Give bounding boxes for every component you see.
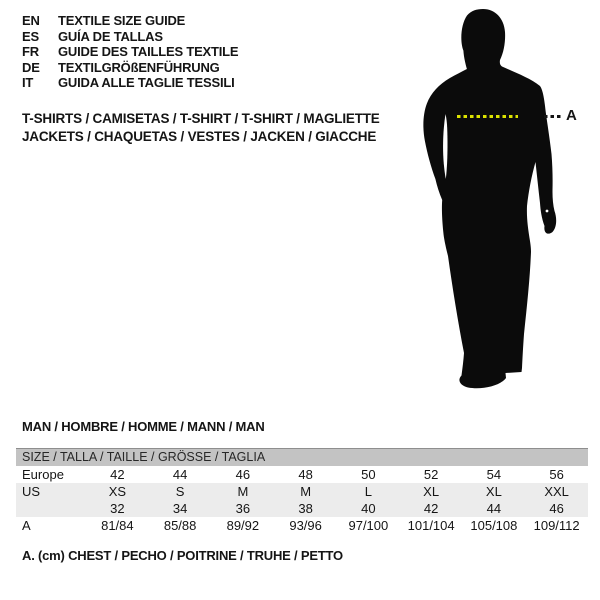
row-label: A xyxy=(22,517,31,533)
table-cell: 81/84 xyxy=(101,517,134,533)
table-cell: 32 xyxy=(110,500,125,516)
language-code: ES xyxy=(22,28,39,44)
language-label: TEXTILE SIZE GUIDE xyxy=(58,13,186,28)
table-cell: 93/96 xyxy=(289,517,322,533)
measure-label-a: A xyxy=(566,107,577,124)
table-cell: 54 xyxy=(486,466,502,482)
table-cell: 44 xyxy=(486,500,502,516)
row-label xyxy=(16,500,86,517)
table-cell: XL xyxy=(423,483,440,499)
table-cell: L xyxy=(364,483,372,499)
language-code: EN xyxy=(22,13,40,28)
chest-dashed-line xyxy=(457,115,518,118)
table-cell: 36 xyxy=(235,500,251,516)
category-jackets: JACKETS / CHAQUETAS / VESTES / JACKEN / GIACCHE xyxy=(22,129,377,144)
table-cell: 56 xyxy=(549,466,564,482)
table-cell: 44 xyxy=(172,466,188,482)
category-tshirts: T-SHIRTS / CAMISETAS / T-SHIRT / T-SHIRT / MAGLIETTE xyxy=(22,111,380,126)
table-cell: S xyxy=(175,483,185,499)
language-code: FR xyxy=(22,44,39,59)
table-row-us xyxy=(16,483,588,500)
table-cell: 40 xyxy=(361,500,376,516)
table-row-chest-a xyxy=(16,517,588,534)
language-label: TEXTILGRÖßENFÜHRUNG xyxy=(58,59,220,75)
table-cell: 97/100 xyxy=(348,517,389,533)
table-cell: 48 xyxy=(298,466,313,482)
table-cell: 105/108 xyxy=(470,517,518,533)
table-cell: XL xyxy=(485,483,502,499)
language-label: GUIDE DES TAILLES TEXTILE xyxy=(58,44,239,59)
language-label: GUÍA DE TALLAS xyxy=(58,28,163,44)
language-label: GUIDA ALLE TAGLIE TESSILI xyxy=(58,75,235,90)
table-cell: M xyxy=(237,483,249,499)
table-cell: M xyxy=(300,483,312,499)
table-cell: 46 xyxy=(549,500,564,516)
table-cell: 89/92 xyxy=(226,517,260,533)
table-row-europe xyxy=(16,466,588,483)
table-cell: 50 xyxy=(361,466,376,482)
row-label: Europe xyxy=(22,466,64,482)
table-cell: 42 xyxy=(423,500,439,516)
footnote-chest: A. (cm) CHEST / PECHO / POITRINE / TRUHE / PETTO xyxy=(22,548,343,563)
man-silhouette xyxy=(410,6,585,394)
table-cell: 38 xyxy=(298,500,313,516)
table-row-us-numeric xyxy=(16,500,588,517)
table-cell: 42 xyxy=(110,466,125,482)
callout-dashed-line xyxy=(544,115,562,118)
table-header-bar: SIZE / TALLA / TAILLE / GRÖSSE / TAGLIA xyxy=(16,448,588,466)
table-cell: 34 xyxy=(172,500,188,516)
row-label: US xyxy=(22,483,41,499)
table-cell: 46 xyxy=(235,466,251,482)
section-title-man: MAN / HOMBRE / HOMME / MANN / MAN xyxy=(22,419,265,434)
table-cell: 109/112 xyxy=(533,517,580,533)
table-cell: XXL xyxy=(544,483,569,499)
table-cell: XS xyxy=(108,483,127,499)
table-cell: 52 xyxy=(423,466,439,482)
size-table xyxy=(16,448,588,534)
language-code: IT xyxy=(22,75,34,90)
table-cell: 85/88 xyxy=(163,517,197,533)
language-code: DE xyxy=(22,59,40,75)
table-cell: 101/104 xyxy=(407,517,455,533)
